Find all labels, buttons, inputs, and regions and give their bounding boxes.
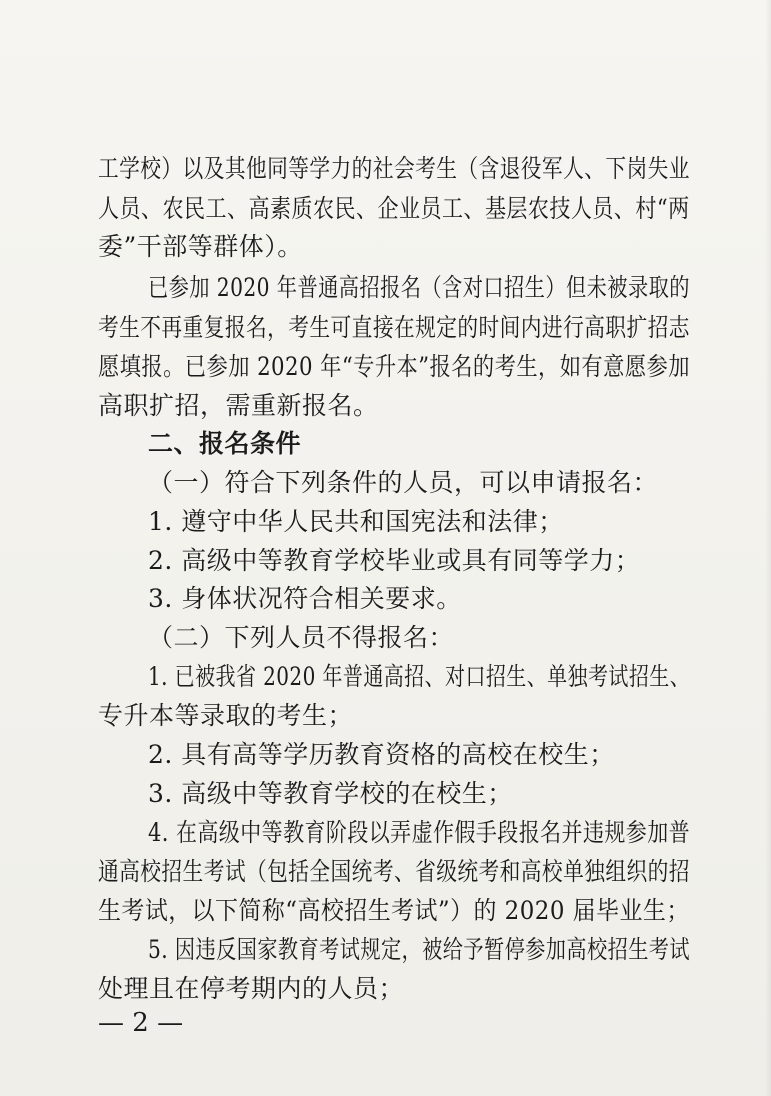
text-line: 生考试，以下简称“高校招生考试”）的 2020 届毕业生； xyxy=(98,896,690,925)
text-line: 高职扩招，需重新报名。 xyxy=(98,391,379,420)
text-line: 人员、农民工、高素质农民、企业员工、基层农技人员、村“两 xyxy=(98,194,690,223)
subsection-heading: （二）下列人员不得报名： xyxy=(148,623,455,652)
list-item: 3. 身体状况符合相关要求。 xyxy=(148,584,462,613)
section-heading: 二、报名条件 xyxy=(148,429,302,458)
subsection-heading: （一）符合下列条件的人员，可以申请报名： xyxy=(148,468,659,497)
scan-edge-shadow xyxy=(765,0,771,1096)
list-item: 4. 在高级中等教育阶段以弄虚作假手段报名并违规参加普 xyxy=(148,818,691,847)
list-item: 1. 已被我省 2020 年普通高招、对口招生、单独考试招生、 xyxy=(148,662,691,691)
text-line: 工学校）以及其他同等学力的社会考生（含退役军人、下岗失业 xyxy=(98,154,690,183)
text-line: 处理且在停考期内的人员； xyxy=(98,974,405,1003)
text-line: 已参加 2020 年普通高招报名（含对口招生）但未被录取的 xyxy=(148,273,690,302)
text-line: 专升本等录取的考生； xyxy=(98,701,354,730)
text-line: 通高校招生考试（包括全国统考、省级统考和高校单独组织的招 xyxy=(98,857,690,886)
list-item: 5. 因违反国家教育考试规定，被给予暂停参加高校招生考试 xyxy=(148,935,691,964)
list-item: 1. 遵守中华人民共和国宪法和法律； xyxy=(148,507,564,536)
text-line: 委”干部等群体）。 xyxy=(98,232,303,261)
page-number: — 2 — xyxy=(98,1008,184,1038)
list-item: 3. 高级中等教育学校的在校生； xyxy=(148,779,513,808)
text-line: 考生不再重复报名，考生可直接在规定的时间内进行高职扩招志 xyxy=(98,313,690,342)
list-item: 2. 具有高等学历教育资格的高校在校生； xyxy=(148,740,615,769)
list-item: 2. 高级中等教育学校毕业或具有同等学力； xyxy=(148,546,641,575)
text-line: 愿填报。已参加 2020 年“专升本”报名的考生，如有意愿参加 xyxy=(98,352,690,381)
